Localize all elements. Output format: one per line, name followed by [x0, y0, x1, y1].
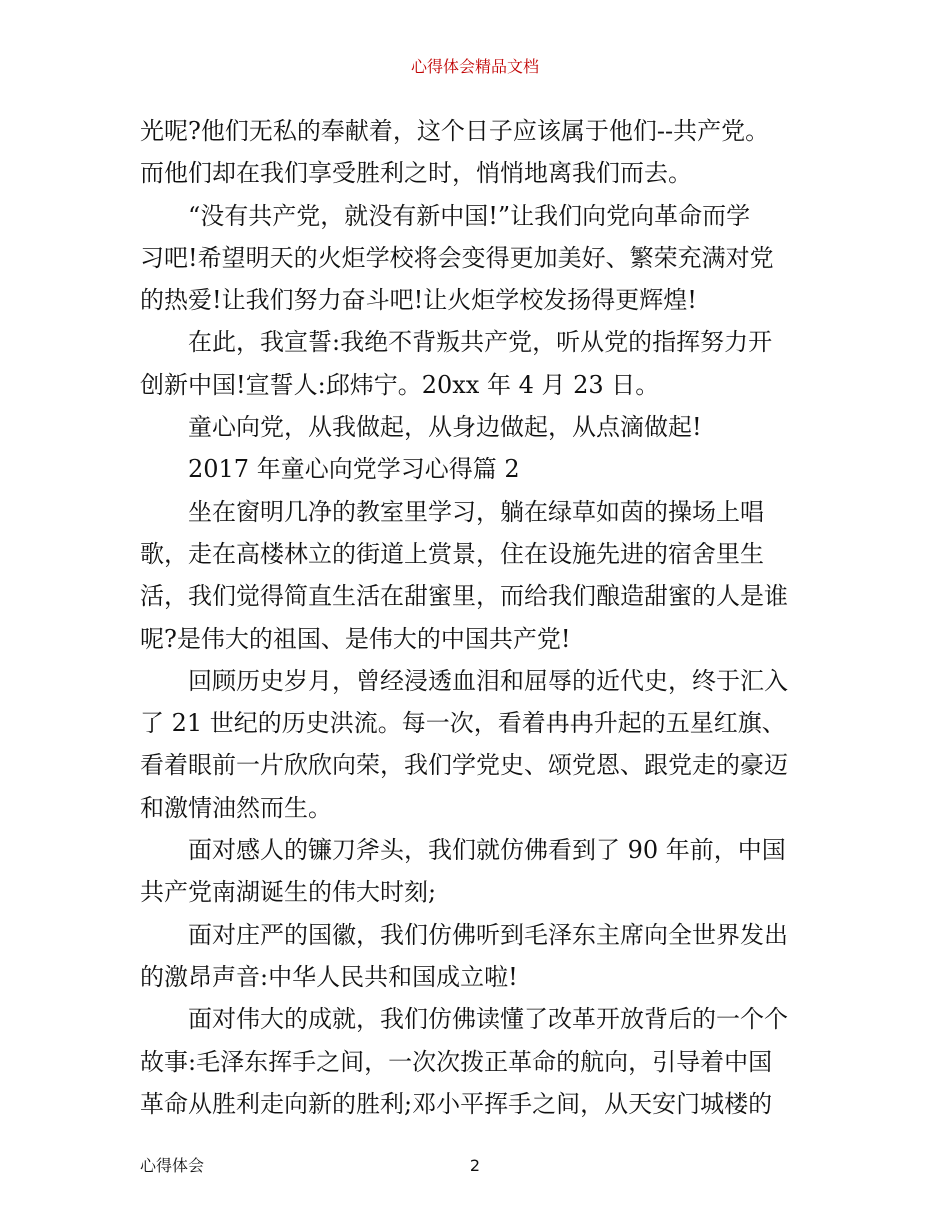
- body-line: 看着眼前一片欣欣向荣，我们学党史、颂党恩、跟党走的豪迈: [140, 751, 788, 780]
- body-line: 活，我们觉得简直生活在甜蜜里，而给我们酿造甜蜜的人是谁: [140, 582, 788, 611]
- body-line: 面对感人的镰刀斧头，我们就仿佛看到了 90 年前，中国: [188, 836, 786, 865]
- page-header-title: 心得体会精品文档: [410, 57, 539, 76]
- body-line: 革命从胜利走向新的胜利;邓小平挥手之间，从天安门城楼的: [140, 1089, 773, 1118]
- body-line: 坐在窗明几净的教室里学习，躺在绿草如茵的操场上唱: [188, 497, 764, 526]
- body-line: 歌，走在高楼林立的街道上赏景，住在设施先进的宿舍里生: [140, 539, 764, 568]
- body-line: 创新中国!宣誓人:邱炜宁。20xx 年 4 月 23 日。: [140, 370, 660, 399]
- body-line: 而他们却在我们享受胜利之时，悄悄地离我们而去。: [140, 159, 692, 188]
- body-line: “没有共产党，就没有新中国!”让我们向党向革命而学: [188, 201, 751, 230]
- document-body: [140, 110, 816, 1125]
- section-heading: 2017 年童心向党学习心得篇 2: [188, 455, 520, 484]
- body-line: 和激情油然而生。: [140, 793, 332, 822]
- body-line: 习吧!希望明天的火炬学校将会变得更加美好、繁荣充满对党: [140, 243, 774, 272]
- body-line: 共产党南湖诞生的伟大时刻;: [140, 878, 437, 907]
- body-line: 故事:毛泽东挥手之间，一次次拨正革命的航向，引导着中国: [140, 1047, 773, 1076]
- body-line: 面对庄严的国徽，我们仿佛听到毛泽东主席向全世界发出: [188, 920, 788, 949]
- body-line: 光呢?他们无私的奉献着，这个日子应该属于他们--共产党。: [140, 117, 770, 145]
- body-line: 童心向党，从我做起，从身边做起，从点滴做起!: [188, 413, 702, 442]
- body-line: 面对伟大的成就，我们仿佛读懂了改革开放背后的一个个: [188, 1005, 788, 1034]
- body-line: 呢?是伟大的祖国、是伟大的中国共产党!: [140, 624, 571, 653]
- body-line: 了 21 世纪的历史洪流。每一次，看着冉冉升起的五星红旗、: [140, 709, 786, 738]
- page-number: 2: [469, 1156, 481, 1175]
- body-line: 在此，我宣誓:我绝不背叛共产党，听从党的指挥努力开: [188, 328, 773, 357]
- body-line: 的激昂声音:中华人民共和国成立啦!: [140, 962, 518, 991]
- body-line: 的热爱!让我们努力奋斗吧!让火炬学校发扬得更辉煌!: [140, 286, 697, 315]
- footer-label: 心得体会: [140, 1156, 205, 1175]
- body-line: 回顾历史岁月，曾经浸透血泪和屈辱的近代史，终于汇入: [188, 666, 788, 695]
